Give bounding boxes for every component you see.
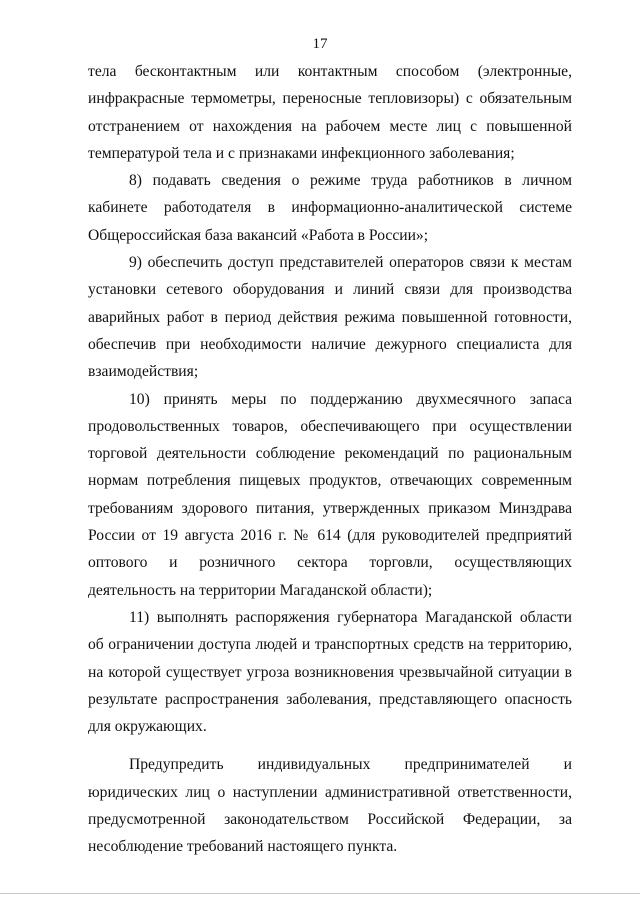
page-bottom-edge: [0, 893, 640, 894]
paragraph-item-8: 8) подавать сведения о режиме труда работников в личном кабинете работодателя в информационно-аналитической системе Общероссийская база вакансий «Работа в России»;: [88, 172, 572, 244]
paragraph-temperature-screening: тела бесконтактным или контактным способом (электронные, инфракрасные термометры, переносные тепловизоры) с обязательным отстранением от нахождения на рабочем месте лиц с повышенной температурой тела и с признаками инфекционного заболевания;: [88, 63, 572, 162]
page-number: 17: [312, 36, 328, 52]
paragraph-item-11: 11) выполнять распоряжения губернатора Магаданской области об ограничении доступа людей и транспортных средств на территорию, на которой существует угроза возникновения чрезвычайной ситуации в результате распространения заболевания, представляющего опасность для окружающих.: [88, 608, 572, 736]
paragraph-item-10: 10) принять меры по поддержанию двухмесячного запаса продовольственных товаров, обеспечивающего при осуществлении торговой деятельности соблюдение рекомендаций по рациональным нормам потребления пищевых продуктов, отвечающих современным требованиям здорового питания, утвержденных приказом Минздрава России от 19 августа 2016 г. № 614 (для руководителей предприятий оптового и розничного сектора торговли, осуществляющих деятельность на территории Магаданской области);: [88, 390, 572, 599]
paragraph-item-9: 9) обеспечить доступ представителей операторов связи к местам установки сетевого оборудования и линий связи для производства аварийных работ в период действия режима повышенной готовности, обеспечив при необходимости наличие дежурного специалиста для взаимодействия;: [88, 254, 572, 381]
body-text: [88, 58, 572, 861]
paragraph-warning: Предупредить индивидуальных предпринимателей и юридических лиц о наступлении административной ответственности, предусмотренной законодательством Российской Федерации, за несоблюдение требований настоящего пункта.: [88, 756, 572, 856]
